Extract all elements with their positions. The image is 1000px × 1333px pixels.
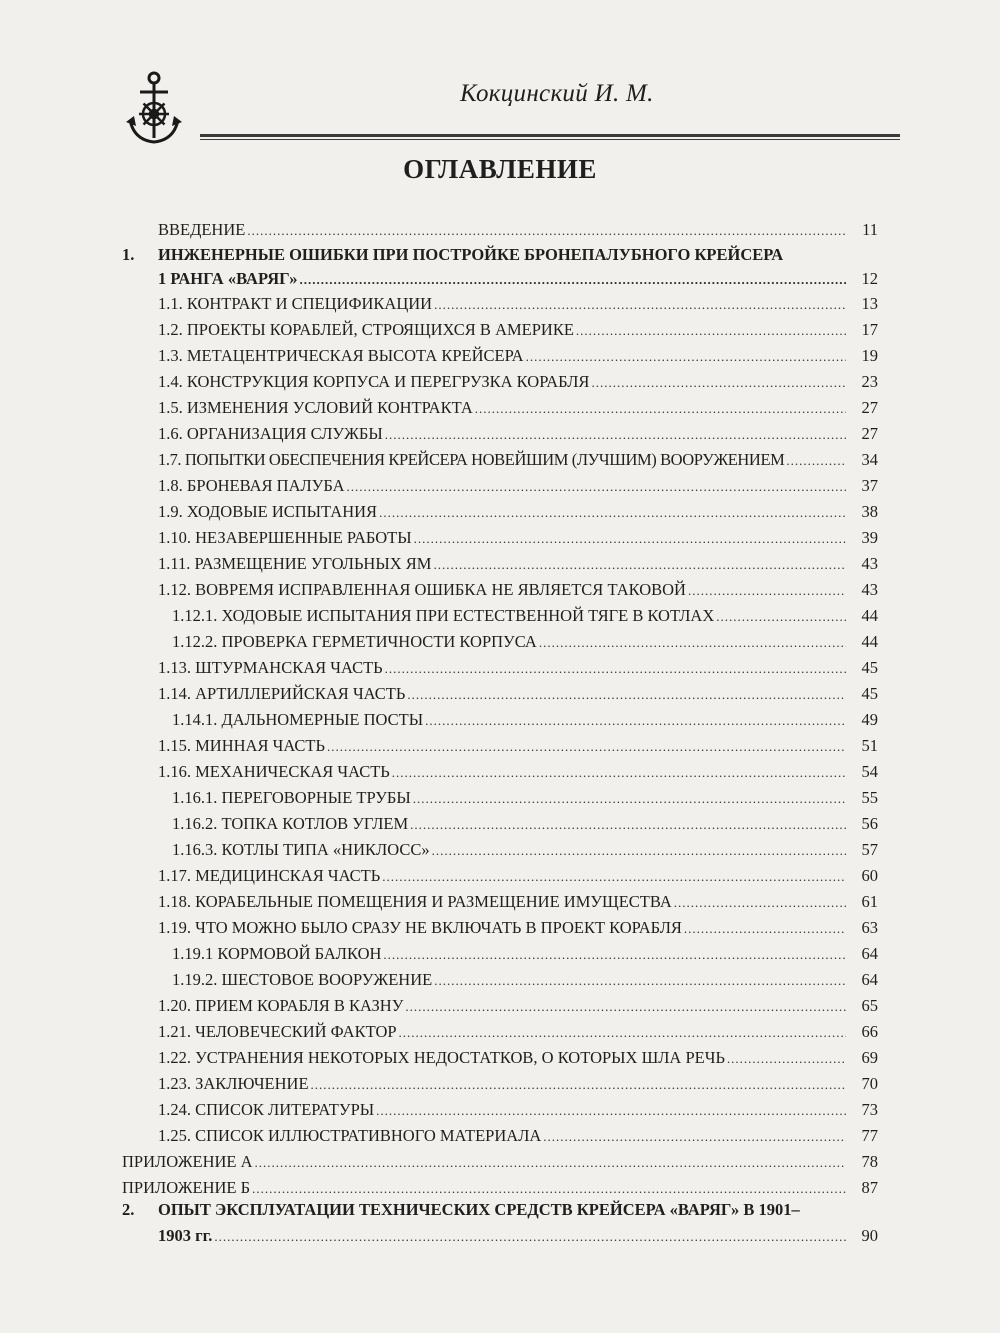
toc-entry-page: 56 [861,814,878,833]
toc-entry [158,294,878,315]
dot-leader [376,1101,846,1121]
toc-chapter-heading [122,245,783,265]
dot-leader [392,763,846,783]
toc-entry-page: 57 [861,840,878,859]
author-name: Кокцинский И. М. [460,80,654,107]
toc-entry [172,944,878,965]
toc-entry-title: 1.3. МЕТАЦЕНТРИЧЕСКАЯ ВЫСОТА КРЕЙСЕРА [158,346,524,365]
toc-entry-title: 1.17. МЕДИЦИНСКАЯ ЧАСТЬ [158,866,381,885]
toc-entry-title: 1.12.1. ХОДОВЫЕ ИСПЫТАНИЯ ПРИ ЕСТЕСТВЕННОЙ ТЯГЕ В КОТЛАХ [172,606,715,625]
toc-entry-title: ПРИЛОЖЕНИЕ А [122,1152,253,1171]
toc-entry-title: 1.19.1 КОРМОВОЙ БАЛКОН [172,944,382,963]
toc-entry-page: 64 [861,944,878,963]
dot-leader [434,971,846,991]
toc-entry-page: 43 [861,580,878,599]
toc-entry [158,1126,878,1147]
dot-leader [433,555,846,575]
toc-title: ОГЛАВЛЕНИЕ [403,154,597,184]
toc-entry-title: 1.16.1. ПЕРЕГОВОРНЫЕ ТРУБЫ [172,788,411,807]
toc-entry-title: 1.15. МИННАЯ ЧАСТЬ [158,736,325,755]
dot-leader [786,451,846,471]
toc-entry [158,866,878,887]
dot-leader [727,1049,846,1069]
toc-entry-page: 13 [861,294,878,313]
toc-chapter-number: 1. [122,245,135,264]
toc-entry-title: 1.12. ВОВРЕМЯ ИСПРАВЛЕННАЯ ОШИБКА НЕ ЯВЛЯЕТСЯ ТАКОВОЙ [158,580,686,599]
toc-entry-title: 1.6. ОРГАНИЗАЦИЯ СЛУЖБЫ [158,424,383,443]
toc-entry [122,1152,878,1173]
toc-entry [158,1226,878,1247]
toc-entry-page: 66 [861,1022,878,1041]
toc-entry-title: ВВЕДЕНИЕ [158,220,246,239]
toc-entry [158,996,878,1017]
toc-chapter-heading [122,1200,800,1220]
dot-leader [543,1127,846,1147]
dot-leader [247,221,846,241]
toc-entry-title: 1.1. КОНТРАКТ И СПЕЦИФИКАЦИИ [158,294,433,313]
toc-entry-page: 55 [861,788,878,807]
toc-entry-title: 1.14.1. ДАЛЬНОМЕРНЫЕ ПОСТЫ [172,710,424,729]
dot-leader [576,321,846,341]
toc-chapter-title-line1: ИНЖЕНЕРНЫЕ ОШИБКИ ПРИ ПОСТРОЙКЕ БРОНЕПАЛУБНОГО КРЕЙСЕРА [158,245,784,264]
dot-leader [684,919,846,939]
toc-entry-page: 69 [861,1048,878,1067]
dot-leader [410,815,846,835]
toc-entry-page: 63 [861,918,878,937]
toc-entry-title: 1.16.2. ТОПКА КОТЛОВ УГЛЕМ [172,814,409,833]
toc-entry [172,970,878,991]
toc-entry-page: 51 [861,736,878,755]
toc-entry [158,398,878,419]
toc-entry-title: 1.13. ШТУРМАНСКАЯ ЧАСТЬ [158,658,383,677]
toc-entry [158,476,878,497]
toc-entry-title: 1.19. ЧТО МОЖНО БЫЛО СРАЗУ НЕ ВКЛЮЧАТЬ В ПРОЕКТ КОРАБЛЯ [158,918,682,937]
dot-leader [399,1023,846,1043]
toc-entry-title: 1.9. ХОДОВЫЕ ИСПЫТАНИЯ [158,502,378,521]
toc-entry-page: 38 [861,502,878,521]
dot-leader [688,581,846,601]
dot-leader [405,997,846,1017]
toc-entry-title: 1.24. СПИСОК ЛИТЕРАТУРЫ [158,1100,375,1119]
toc-entry-title: 1.16. МЕХАНИЧЕСКАЯ ЧАСТЬ [158,762,390,781]
toc-entry-page: 23 [861,372,878,391]
toc-entry [158,424,878,445]
toc-entry [158,450,878,471]
toc-entry [158,346,878,367]
toc-entry-page: 60 [861,866,878,885]
toc-entry-title: 1.10. НЕЗАВЕРШЕННЫЕ РАБОТЫ [158,528,412,547]
toc-entry-title: 1.14. АРТИЛЛЕРИЙСКАЯ ЧАСТЬ [158,684,406,703]
toc-entry [158,554,878,575]
toc-entry-page: 44 [861,606,878,625]
dot-leader [255,1153,846,1173]
toc-entry-title: 1.4. КОНСТРУКЦИЯ КОРПУСА И ПЕРЕГРУЗКА КОРАБЛЯ [158,372,590,391]
dot-leader [407,685,846,705]
dot-leader [539,633,846,653]
toc-entry-page: 17 [861,320,878,339]
toc-entry [158,528,878,549]
toc-entry-page: 73 [861,1100,878,1119]
toc-entry-title: 1.7. ПОПЫТКИ ОБЕСПЕЧЕНИЯ КРЕЙСЕРА НОВЕЙШИМ (ЛУЧШИМ) ВООРУЖЕНИЕМ [158,450,785,469]
toc-chapter-number: 2. [122,1200,135,1219]
toc-entry-title: 1.25. СПИСОК ИЛЛЮСТРАТИВНОГО МАТЕРИАЛА [158,1126,542,1145]
toc-entry [158,220,878,241]
toc-entry [172,632,878,653]
toc-entry-page: 70 [861,1074,878,1093]
toc-entry-page: 39 [861,528,878,547]
dot-leader [716,607,846,627]
toc-entry [122,1178,878,1199]
toc-entry [158,684,878,705]
toc-entry-page: 45 [861,684,878,703]
dot-leader [382,867,846,887]
toc-entry [158,502,878,523]
toc-chapter-title-line1: ОПЫТ ЭКСПЛУАТАЦИИ ТЕХНИЧЕСКИХ СРЕДСТВ КРЕЙСЕРА «ВАРЯГ» В 1901– [158,1200,800,1219]
toc-entry [172,606,878,627]
toc-entry-page: 43 [861,554,878,573]
toc-entry [158,736,878,757]
dot-leader [214,1227,846,1247]
toc-entry-page: 64 [861,970,878,989]
dot-leader [379,503,846,523]
toc-entry [158,1048,878,1069]
dot-leader [347,477,846,497]
toc-entry-title: 1.16.3. КОТЛЫ ТИПА «НИКЛОСС» [172,840,430,859]
toc-entry-page: 54 [861,762,878,781]
toc-entry [158,658,878,679]
toc-entry-page: 90 [861,1226,878,1245]
toc-entry-page: 44 [861,632,878,651]
toc-entry [158,320,878,341]
toc-entry-page: 45 [861,658,878,677]
toc-entry-page: 11 [862,220,878,239]
toc-entry [172,814,878,835]
toc-entry [172,788,878,809]
toc-entry-page: 77 [861,1126,878,1145]
toc-entry [158,762,878,783]
dot-leader [475,399,846,419]
toc-entry-title: 1.21. ЧЕЛОВЕЧЕСКИЙ ФАКТОР [158,1022,397,1041]
dot-leader [674,893,846,913]
toc-entry-page: 12 [861,269,878,288]
toc-entry-title: 1.20. ПРИЕМ КОРАБЛЯ В КАЗНУ [158,996,404,1015]
toc-entry-title: 1.5. ИЗМЕНЕНИЯ УСЛОВИЙ КОНТРАКТА [158,398,473,417]
dot-leader [432,841,846,861]
dot-leader [591,373,846,393]
toc-entry [158,372,878,393]
toc-entry-page: 49 [861,710,878,729]
toc-entry [158,918,878,939]
toc-entry-title: 1.19.2. ШЕСТОВОЕ ВООРУЖЕНИЕ [172,970,433,989]
dot-leader [327,737,846,757]
toc-entry [158,1022,878,1043]
dot-leader [434,295,846,315]
toc-entry-title: 1.12.2. ПРОВЕРКА ГЕРМЕТИЧНОСТИ КОРПУСА [172,632,537,651]
toc-entry-title: ПРИЛОЖЕНИЕ Б [122,1178,251,1197]
toc-entry [158,1074,878,1095]
dot-leader [383,945,846,965]
toc-entry-page: 65 [861,996,878,1015]
dot-leader [385,659,846,679]
toc-entry-page: 37 [861,476,878,495]
dot-leader [425,711,846,731]
dot-leader [311,1075,846,1095]
toc-entry [158,269,878,290]
toc-entry-page: 87 [861,1178,878,1197]
dot-leader [299,270,846,290]
toc-entry-title: 1.23. ЗАКЛЮЧЕНИЕ [158,1074,309,1093]
toc-entry [158,580,878,601]
toc-entry-page: 78 [861,1152,878,1171]
dot-leader [413,789,846,809]
dot-leader [414,529,846,549]
toc-entry [158,1100,878,1121]
toc-entry-page: 19 [861,346,878,365]
toc-entry-title: 1.2. ПРОЕКТЫ КОРАБЛЕЙ, СТРОЯЩИХСЯ В АМЕРИКЕ [158,320,574,339]
toc-entry-title: 1.8. БРОНЕВАЯ ПАЛУБА [158,476,345,495]
toc-entry-title: 1 РАНГА «ВАРЯГ» [158,269,298,288]
dot-leader [526,347,846,367]
toc-entry [172,840,878,861]
toc-entry-page: 61 [861,892,878,911]
dot-leader [385,425,846,445]
toc-entry-title: 1.11. РАЗМЕЩЕНИЕ УГОЛЬНЫХ ЯМ [158,554,432,573]
toc-entry-page: 34 [861,450,878,469]
dot-leader [252,1179,846,1199]
toc-entry [158,892,878,913]
toc-entry-title: 1.22. УСТРАНЕНИЯ НЕКОТОРЫХ НЕДОСТАТКОВ, О КОТОРЫХ ШЛА РЕЧЬ [158,1048,725,1067]
toc-entry-page: 27 [861,424,878,443]
toc-entry-page: 27 [861,398,878,417]
toc-entry-title: 1.18. КОРАБЕЛЬНЫЕ ПОМЕЩЕНИЯ И РАЗМЕЩЕНИЕ ИМУЩЕСТВА [158,892,672,911]
toc-entry-title: 1903 гг. [158,1226,213,1245]
toc-entry [172,710,878,731]
